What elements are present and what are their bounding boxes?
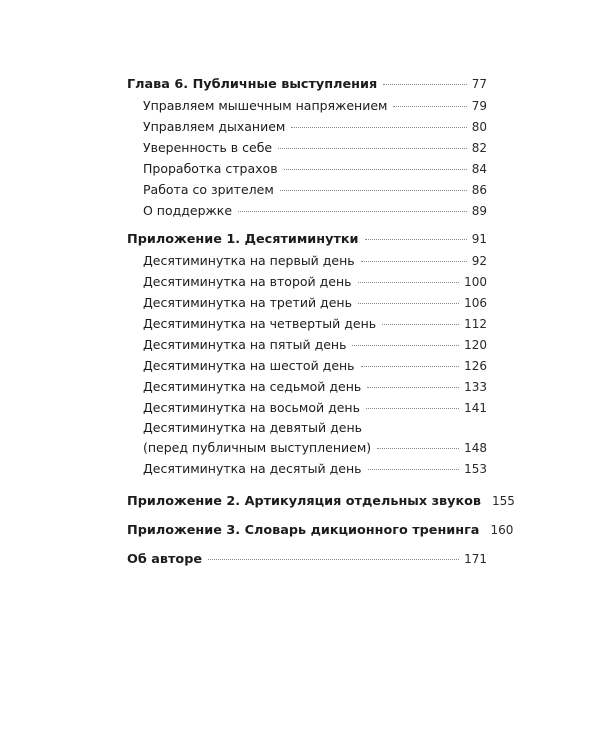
toc-entry-title: Десятиминутка на седьмой день (143, 379, 362, 394)
toc-page-number: 82 (471, 141, 487, 155)
toc-page-number: 120 (464, 338, 487, 352)
toc-entry-chapter-6[interactable] (127, 74, 487, 95)
toc-entry[interactable] (127, 137, 487, 158)
table-of-contents (127, 74, 515, 570)
dot-leader (284, 169, 467, 170)
dot-leader (352, 345, 459, 346)
toc-entry-title: Десятиминутка на шестой день (143, 358, 355, 373)
dot-leader (208, 559, 459, 560)
dot-leader (367, 387, 459, 388)
toc-entry[interactable] (127, 458, 487, 479)
toc-page-number: 160 (490, 523, 514, 537)
toc-page-number: 92 (471, 254, 487, 268)
toc-entry-title: Приложение 3. Словарь дикционного тренинга (127, 523, 480, 538)
toc-entry-title: Десятиминутка на второй день (143, 274, 352, 289)
toc-page-number: 79 (471, 99, 487, 113)
toc-page-number: 89 (471, 204, 487, 218)
toc-entry[interactable] (127, 158, 487, 179)
toc-entry[interactable] (127, 250, 487, 271)
section-spacer (127, 512, 487, 520)
toc-page-number: 126 (464, 359, 487, 373)
toc-entry[interactable] (127, 334, 487, 355)
toc-entry-title: Управляем мышечным напряжением (143, 98, 388, 113)
toc-entry[interactable] (127, 292, 487, 313)
toc-entry-appendix-3[interactable] (127, 520, 514, 541)
toc-page-number: 84 (471, 162, 487, 176)
toc-entry-title: Десятиминутка на десятый день (143, 461, 362, 476)
toc-entry-title: Работа со зрителем (143, 182, 274, 197)
toc-entry[interactable] (127, 313, 487, 334)
dot-leader (278, 148, 467, 149)
dot-leader (358, 282, 460, 283)
toc-entry-title: Управляем дыханием (143, 119, 286, 134)
toc-page-number: 153 (464, 462, 487, 476)
toc-entry[interactable] (127, 355, 487, 376)
toc-page-number: 141 (464, 401, 487, 415)
toc-entry[interactable] (127, 95, 487, 116)
toc-entry-title: Десятиминутка на пятый день (143, 337, 347, 352)
toc-entry[interactable] (127, 200, 487, 221)
toc-page-number: 91 (471, 232, 487, 246)
toc-entry-title-line1: Десятиминутка на девятый день (143, 420, 362, 435)
toc-page-number: 171 (464, 552, 487, 566)
toc-entry-title: Проработка страхов (143, 161, 278, 176)
toc-entry-title: Приложение 2. Артикуляция отдельных звуков (127, 494, 482, 509)
toc-entry-title: О поддержке (143, 203, 233, 218)
toc-page-number: 100 (464, 275, 487, 289)
dot-leader (393, 106, 466, 107)
toc-page-number: 86 (471, 183, 487, 197)
dot-leader (280, 190, 467, 191)
toc-page-number: 133 (464, 380, 487, 394)
toc-entry-title: Десятиминутка на третий день (143, 295, 352, 310)
toc-entry-title: Глава 6. Публичные выступления (127, 77, 378, 92)
toc-page-number: 148 (464, 441, 487, 455)
toc-entry[interactable] (127, 397, 487, 418)
toc-entry-title-line2-row (127, 437, 487, 458)
dot-leader (377, 448, 459, 449)
toc-entry[interactable] (127, 271, 487, 292)
section-spacer (127, 479, 487, 491)
toc-page-number: 112 (464, 317, 487, 331)
toc-entry-multiline[interactable] (127, 418, 487, 458)
dot-leader (368, 469, 460, 470)
toc-page-number: 106 (464, 296, 487, 310)
toc-entry-title: Об авторе (127, 552, 203, 567)
toc-entry[interactable] (127, 376, 487, 397)
toc-entry-appendix-1[interactable] (127, 229, 487, 250)
dot-leader (238, 211, 467, 212)
toc-entry-title: Десятиминутка на первый день (143, 253, 355, 268)
dot-leader (361, 261, 467, 262)
toc-entry-about-author[interactable] (127, 549, 487, 570)
toc-page-number: 155 (492, 494, 515, 508)
toc-entry-title: Уверенность в себе (143, 140, 273, 155)
toc-entry-title: Десятиминутка на четвертый день (143, 316, 377, 331)
toc-entry-title: Десятиминутка на восьмой день (143, 400, 360, 415)
dot-leader (361, 366, 460, 367)
dot-leader (358, 303, 459, 304)
toc-entry-title-line2: (перед публичным выступлением) (143, 440, 372, 455)
dot-leader (382, 324, 459, 325)
dot-leader (365, 239, 467, 240)
section-spacer (127, 541, 487, 549)
toc-entry[interactable] (127, 116, 487, 137)
toc-entry[interactable] (127, 179, 487, 200)
toc-entry-title: Приложение 1. Десятиминутки (127, 232, 359, 247)
toc-page-number: 80 (471, 120, 487, 134)
dot-leader (291, 127, 466, 128)
dot-leader (383, 84, 467, 85)
section-spacer (127, 221, 487, 229)
toc-entry-appendix-2[interactable] (127, 491, 515, 512)
dot-leader (366, 408, 459, 409)
toc-page-number: 77 (471, 77, 487, 91)
